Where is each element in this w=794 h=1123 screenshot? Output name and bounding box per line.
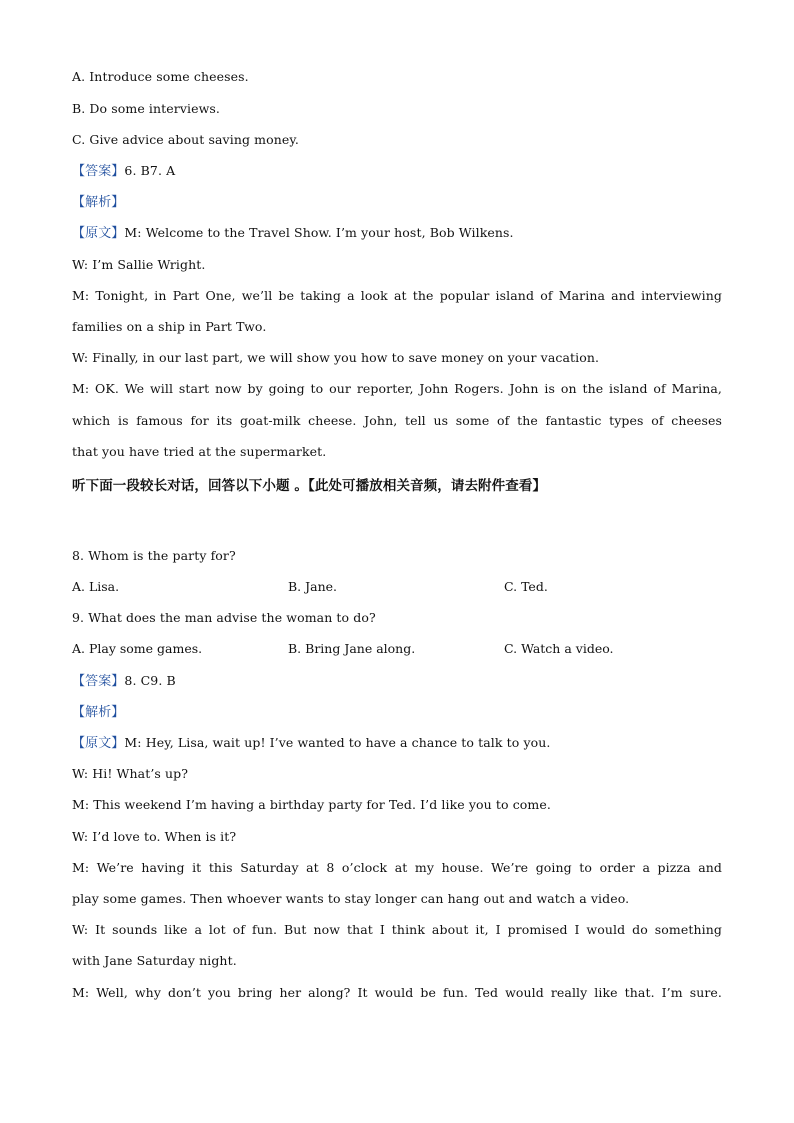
transcript-line-1-0 (72, 225, 514, 242)
transcript-tag: 【原文】 (72, 736, 125, 751)
q9-option-b: B. Bring Jane along. (288, 641, 416, 656)
transcript-line-1-5: M: OK. We will start now by going to our reporter, John Rogers. John is on the island of Marina, (72, 381, 722, 396)
transcript-line-2-4: M: We’re having it this Saturday at 8 o’clock at my house. We’re going to order a pizza and (72, 860, 722, 875)
transcript-line-2-5: play some games. Then whoever wants to stay longer can hang out and watch a video. (72, 891, 630, 906)
answer-tag: 【答案】 (72, 164, 125, 179)
transcript-line-1-3: families on a ship in Part Two. (72, 319, 267, 334)
transcript-line-1-4: W: Finally, in our last part, we will show you how to save money on your vacation. (72, 350, 600, 365)
analysis-line-2 (72, 704, 124, 721)
q8-option-a: A. Lisa. (72, 579, 120, 594)
transcript-line-1-6: which is famous for its goat-milk cheese. John, tell us some of the fantastic types of cheeses (72, 413, 722, 428)
transcript-line-2-1: W: Hi! What’s up? (72, 766, 189, 781)
answer-line-2 (72, 673, 176, 690)
transcript-line-1-7: that you have tried at the supermarket. (72, 444, 327, 459)
answer-tag: 【答案】 (72, 674, 125, 689)
option-b-do-interviews: B. Do some interviews. (72, 101, 221, 116)
transcript-text: M: Welcome to the Travel Show. I’m your host, Bob Wilkens. (124, 225, 514, 240)
analysis-tag: 【解析】 (72, 195, 125, 210)
q9-option-c: C. Watch a video. (504, 641, 614, 656)
answer-text: 6. B7. A (124, 163, 176, 178)
analysis-tag: 【解析】 (72, 705, 125, 720)
q9-option-a: A. Play some games. (72, 641, 203, 656)
transcript-line-1-1: W: I’m Sallie Wright. (72, 257, 206, 272)
transcript-line-2-0 (72, 735, 550, 752)
analysis-line-1 (72, 194, 124, 211)
question-9: 9. What does the man advise the woman to do? (72, 610, 376, 625)
transcript-line-2-8: M: Well, why don’t you bring her along? It would be fun. Ted would really like that. I’m sure. (72, 985, 722, 1000)
transcript-line-1-2: M: Tonight, in Part One, we’ll be taking a look at the popular island of Marina and interviewing (72, 288, 722, 303)
transcript-line-2-7: with Jane Saturday night. (72, 953, 237, 968)
question-8: 8. Whom is the party for? (72, 548, 236, 563)
option-a-introduce-cheeses: A. Introduce some cheeses. (72, 69, 249, 84)
transcript-line-2-6: W: It sounds like a lot of fun. But now that I think about it, I promised I would do something (72, 922, 722, 937)
transcript-tag: 【原文】 (72, 226, 125, 241)
transcript-line-2-3: W: I’d love to. When is it? (72, 829, 237, 844)
listening-instruction: 听下面一段较长对话，回答以下小题 。【此处可播放相关音频，请去附件查看】 (72, 478, 547, 494)
transcript-line-2-2: M: This weekend I’m having a birthday party for Ted. I’d like you to come. (72, 797, 551, 812)
transcript-text: M: Hey, Lisa, wait up! I’ve wanted to have a chance to talk to you. (124, 735, 551, 750)
answer-line-1 (72, 163, 175, 180)
option-c-saving-money: C. Give advice about saving money. (72, 132, 299, 147)
answer-text: 8. C9. B (124, 673, 176, 688)
q8-option-c: C. Ted. (504, 579, 548, 594)
q8-option-b: B. Jane. (288, 579, 338, 594)
